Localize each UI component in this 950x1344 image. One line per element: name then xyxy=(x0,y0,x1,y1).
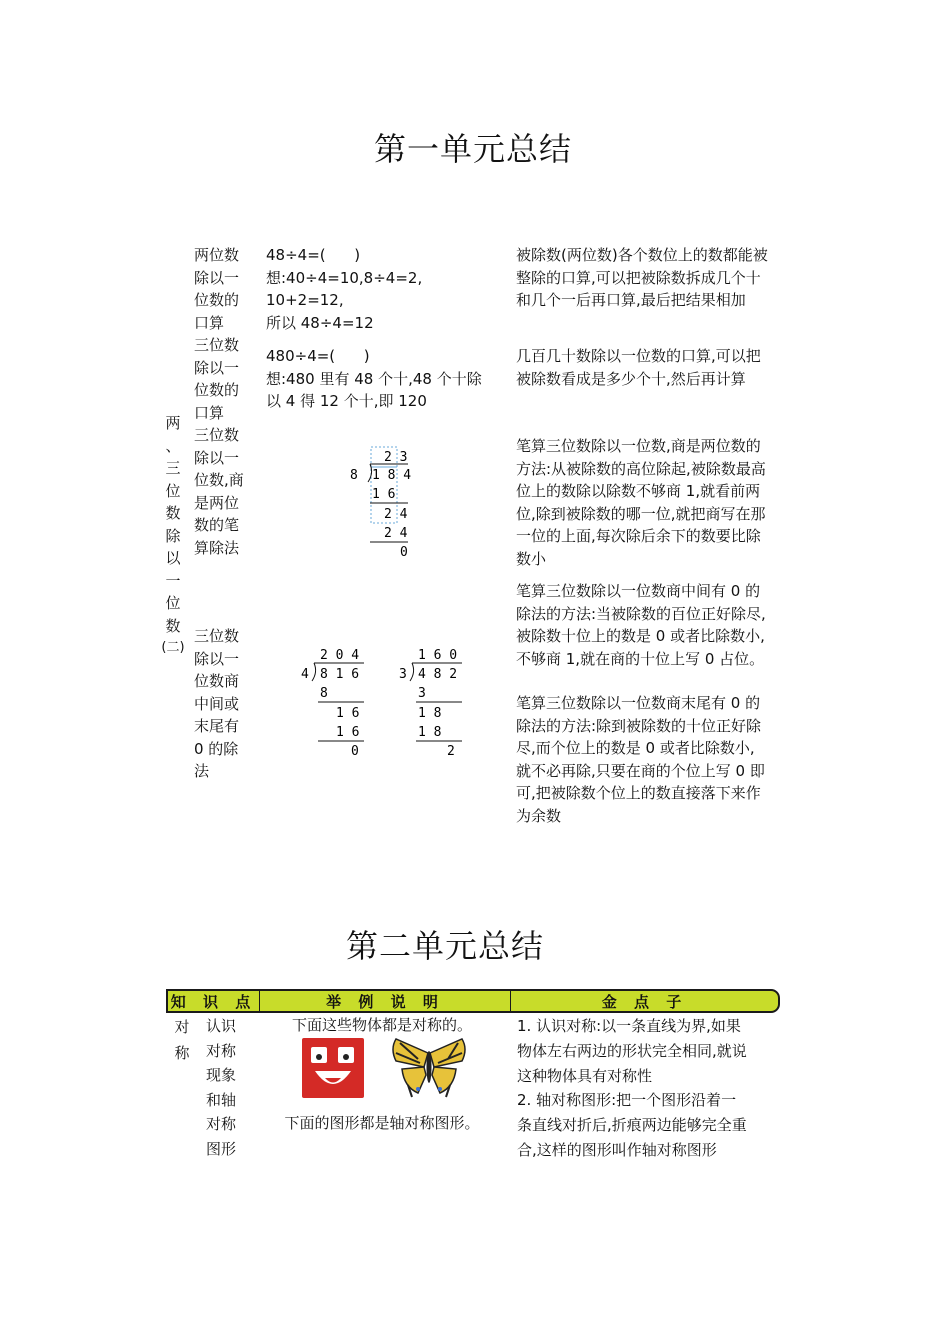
quotient-text: 2 3 xyxy=(384,450,408,465)
dividend-text: 8 1 6 xyxy=(320,667,360,682)
divisor-text: 8 xyxy=(350,468,358,483)
knowledge-oral-two-digit: 两位数除以一位数的口算 xyxy=(194,246,240,332)
tip-written-zero-middle: 笔算三位数除以一位数商中间有 0 的除法的方法:当被除数的百位正好除尽,被除数十位上的数是 0 或者比除数小,不够商 1,就在商的十位上写 0 占位。 xyxy=(516,582,766,668)
unit2-tip: 1. 认识对称:以一条直线为界,如果 物体左右两边的形状完全相同,就说 这种物体具有对称性 2. 轴对称图形:把一个图形沿着一 条直线对折后,折痕两边能够完全重 合,这样的图形叫作轴对称图形 xyxy=(517,1017,747,1159)
divisor-text: 4 xyxy=(301,667,309,682)
unit2-topic: 对 称 xyxy=(174,1018,190,1062)
step-2: 2 4 xyxy=(384,507,408,522)
tip-oral-two-digit: 被除数(两位数)各个数位上的数都能被整除的口算,可以把被除数拆成几个十和几个一后再口算,最后把结果相加 xyxy=(516,246,768,309)
divisor-text: 3 xyxy=(399,667,407,682)
face-background xyxy=(302,1038,364,1098)
unit2-table-header xyxy=(166,989,780,1013)
step-4: 2 xyxy=(447,744,455,759)
dividend-text: 1 8 4 xyxy=(372,468,412,483)
step-3: 2 4 xyxy=(384,526,408,541)
left-lower-wing xyxy=(402,1067,426,1093)
long-division-184-by-8 xyxy=(346,444,426,562)
example-oral-three-digit: 480÷4=( ) 想:480 里有 48 个十,48 个十除 以 4 得 12 个十,即 120 xyxy=(266,347,482,410)
header-tip: 金 点 子 xyxy=(601,992,688,1011)
unit1-topic: 两 、 三 位 数 除 以 一 位 数 (二) xyxy=(161,414,185,655)
tip-written-two-digit-quotient: 笔算三位数除以一位数,商是两位数的方法:从被除数的高位除起,被除数最高位上的数除以除数不够商 1,就看前两位,除到被除数的哪一位,就把商写在那一位的上面,每次除后余下的数要比除数小 xyxy=(516,437,766,568)
step-1: 1 6 xyxy=(372,487,396,502)
example-top-text: 下面这些物体都是对称的。 xyxy=(291,1016,472,1034)
step-1: 3 xyxy=(418,686,426,701)
unit2-title: 第二单元总结 xyxy=(346,927,545,965)
butterfly-body xyxy=(427,1051,432,1083)
unit1-title: 第一单元总结 xyxy=(374,130,573,168)
tip-written-zero-end: 笔算三位数除以一位数商末尾有 0 的除法的方法:除到被除数的十位正好除尽,而个位上的数是 0 或者比除数小,就不必再除,只要在商的个位上写 0 即可,把被除数个位上的数直接落下来作为余数 xyxy=(516,694,765,825)
knowledge-written-zero-quotient: 三位数除以一位数商中间或末尾有 0 的除法 xyxy=(194,627,240,780)
left-pupil xyxy=(316,1054,322,1060)
example-bottom-text: 下面的图形都是轴对称图形。 xyxy=(284,1114,480,1132)
step-3: 1 6 xyxy=(336,725,360,740)
butterfly-image xyxy=(388,1035,470,1101)
quotient-text: 1 6 0 xyxy=(418,648,458,663)
left-eyespot xyxy=(416,1087,420,1091)
long-division-816-by-4 xyxy=(298,644,378,762)
step-3: 1 8 xyxy=(418,725,442,740)
smiley-face-image xyxy=(301,1037,365,1099)
knowledge-oral-three-digit: 三位数除以一位数的口算 xyxy=(194,336,240,422)
dividend-text: 4 8 2 xyxy=(418,667,458,682)
long-division-482-by-3 xyxy=(396,644,476,762)
right-lower-wing xyxy=(432,1067,456,1093)
example-oral-two-digit: 48÷4=( ) 想:40÷4=10,8÷4=2, 10+2=12, 所以 48÷4=12 xyxy=(266,246,423,332)
right-pupil xyxy=(343,1054,349,1060)
right-eyespot xyxy=(438,1087,442,1091)
step-4: 0 xyxy=(351,744,359,759)
quotient-text: 2 0 4 xyxy=(320,648,360,663)
step-4: 0 xyxy=(400,545,408,560)
header-example: 举 例 说 明 xyxy=(260,991,511,1011)
header-knowledge: 知 识 点 xyxy=(168,991,260,1011)
step-1: 8 xyxy=(320,686,328,701)
knowledge-written-two-digit-quotient: 三位数除以一位数,商是两位数的笔算除法 xyxy=(194,426,244,557)
tip-oral-three-digit: 几百几十数除以一位数的口算,可以把被除数看成是多少个十,然后再计算 xyxy=(516,347,761,388)
step-2: 1 8 xyxy=(418,706,442,721)
step-2: 1 6 xyxy=(336,706,360,721)
unit2-knowledge: 认识 对称 现象 和轴 对称 图形 xyxy=(206,1017,237,1158)
